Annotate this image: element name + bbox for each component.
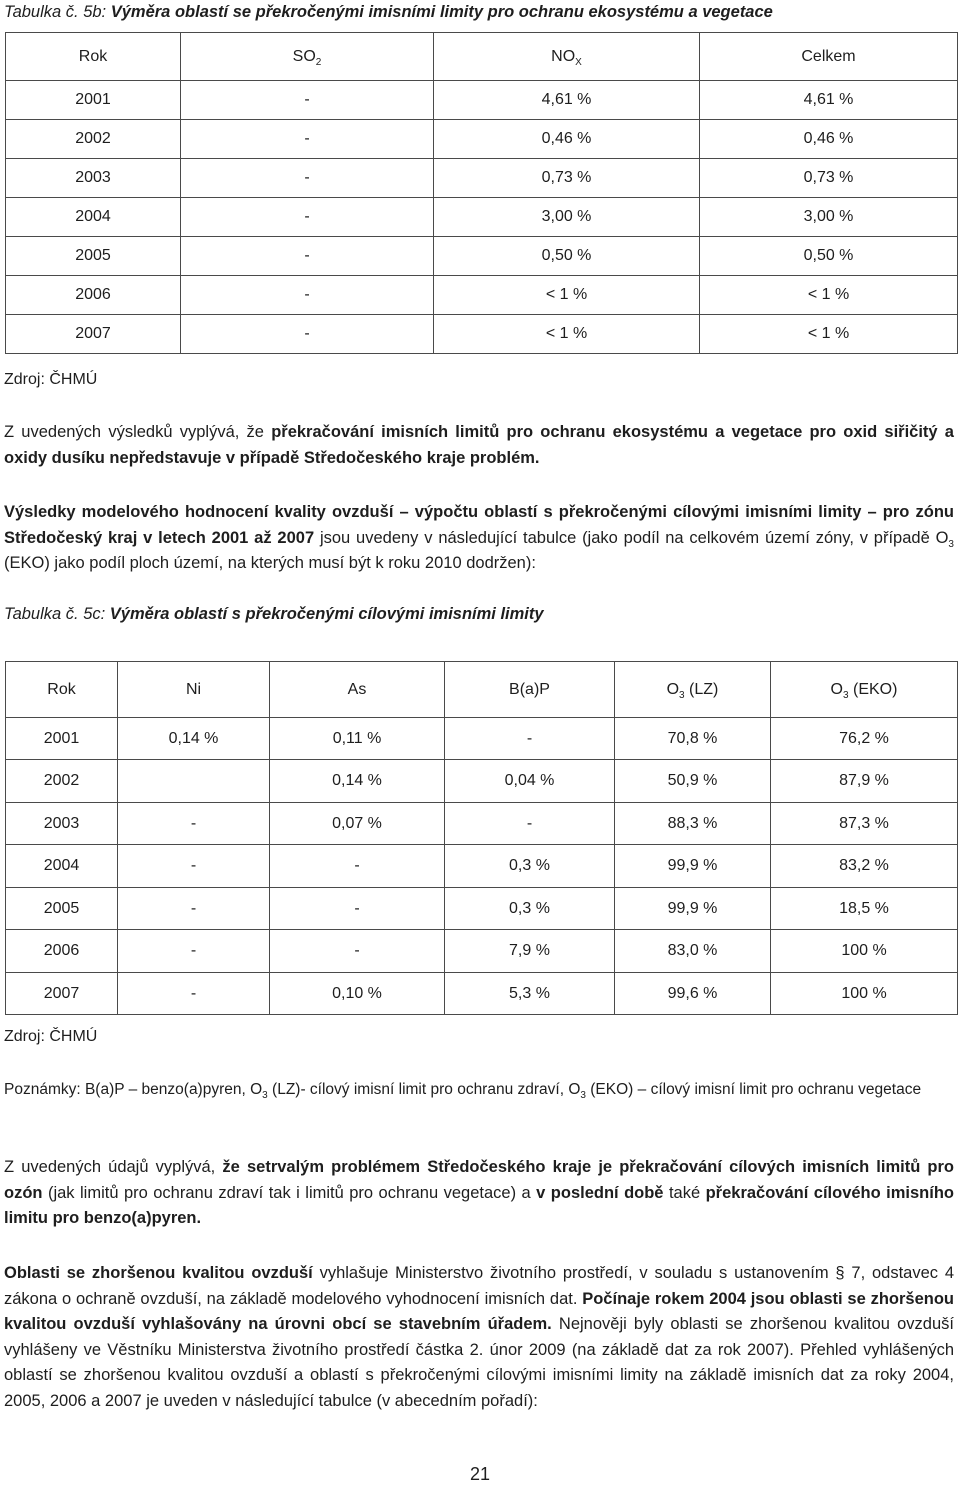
cell-celkem: 0,50 % xyxy=(700,237,958,276)
cell-ni: - xyxy=(118,930,270,973)
table-5b xyxy=(5,32,958,354)
cell-ni: - xyxy=(118,803,270,845)
cell-o3-lz: 50,9 % xyxy=(615,760,771,803)
cell-year: 2006 xyxy=(6,276,181,315)
cell-bap: 0,04 % xyxy=(445,760,615,803)
header-bap: B(a)P xyxy=(445,662,615,718)
cell-so2: - xyxy=(181,237,434,276)
cell-year: 2002 xyxy=(6,120,181,159)
table-5b-source: Zdroj: ČHMÚ xyxy=(4,371,98,388)
cell-bap: 0,3 % xyxy=(445,845,615,888)
header-o3-eko: $O_3$ (EKO) xyxy=(771,662,958,718)
table-row xyxy=(6,237,958,276)
table-row xyxy=(6,845,958,888)
cell-o3-eko: 87,9 % xyxy=(771,760,958,803)
cell-so2: - xyxy=(181,315,434,354)
cell-celkem: < 1 % xyxy=(700,315,958,354)
header-rok: Rok xyxy=(6,662,118,718)
cell-as: - xyxy=(270,930,445,973)
header-o3-lz: $O_3$ (LZ) xyxy=(615,662,771,718)
table-5c-notes: Poznámky: B(a)P – benzo(a)pyren, $O_3$ (LZ)- cílový imisní limit pro ochranu zdraví, $O_3$ (EKO) – cílový imisní limit pro ochranu vegetace xyxy=(4,1081,922,1101)
cell-as: 0,11 % xyxy=(270,718,445,760)
paragraph-ecosystem-conclusion: Z uvedených výsledků vyplývá, že překračování imisních limitů pro ochranu ekosystému a vegetace pro oxid siřičitý a oxidy dusíku nepředstavuje v případě Středočeského kraje problém. xyxy=(4,423,954,467)
table-row xyxy=(6,973,958,1015)
cell-year: 2007 xyxy=(6,315,181,354)
cell-celkem: 0,46 % xyxy=(700,120,958,159)
cell-bap: 7,9 % xyxy=(445,930,615,973)
cell-o3-lz: 70,8 % xyxy=(615,718,771,760)
table-row xyxy=(6,888,958,930)
table-row xyxy=(6,718,958,760)
cell-o3-lz: 83,0 % xyxy=(615,930,771,973)
cell-celkem: 3,00 % xyxy=(700,198,958,237)
table-5c-caption-prefix: Tabulka č. 5c: xyxy=(4,605,106,623)
cell-so2: - xyxy=(181,159,434,198)
cell-o3-eko: 87,3 % xyxy=(771,803,958,845)
header-rok: Rok xyxy=(6,33,181,81)
cell-o3-lz: 99,9 % xyxy=(615,845,771,888)
table-row xyxy=(6,276,958,315)
paragraph-declared-areas: Oblasti se zhoršenou kvalitou ovzduší vyhlašuje Ministerstvo životního prostředí, v souladu s ustanovením § 7, odstavec 4 zákona o ochraně ovzduší, na základě modelového vyhodnocení imisních dat. Počínaje rokem 2004 jsou oblasti se zhoršenou kvalitou ovzduší vyhlašovány na úrovni obcí se stavebním úřadem. Nejnověji byly oblasti se zhoršenou kvalitou ovzduší vyhlášeny ve Věstníku Ministerstva životního prostředí částka 2. únor 2009 (na základě dat za rok 2007). Přehled vyhlášených oblastí se zhoršenou kvalitou ovzduší a oblastí s překročenými cílovými imisními limity na základě imisních dat za roky 2004, 2005, 2006 a 2007 je uveden v následující tabulce (v abecedním pořadí): xyxy=(4,1264,955,1410)
cell-as: 0,10 % xyxy=(270,973,445,1015)
header-so2: $SO_2$ xyxy=(181,33,434,81)
cell-year: 2003 xyxy=(6,159,181,198)
cell-so2: - xyxy=(181,120,434,159)
cell-year: 2003 xyxy=(6,803,118,845)
cell-year: 2004 xyxy=(6,198,181,237)
cell-o3-eko: 76,2 % xyxy=(771,718,958,760)
cell-year: 2001 xyxy=(6,718,118,760)
table-5b-caption-title: Výměra oblastí se překročenými imisními limity pro ochranu ekosystému a vegetace xyxy=(110,3,773,21)
table-5b-caption xyxy=(4,3,773,22)
cell-nox: 0,50 % xyxy=(434,237,700,276)
header-ni: Ni xyxy=(118,662,270,718)
paragraph-model-assessment: Výsledky modelového hodnocení kvality ovzduší – výpočtu oblastí s překročenými cílovými imisními limity – pro zónu Středočeský kraj v letech 2001 až 2007 jsou uvedeny v následující tabulce (jako podíl na celkovém území zóny, v případě $O_3$ (EKO) jako podíl ploch území, na kterých musí být k roku 2010 dodržen): xyxy=(4,503,954,572)
header-nox: $NO_X$ xyxy=(434,33,700,81)
cell-as: - xyxy=(270,888,445,930)
header-as: As xyxy=(270,662,445,718)
table-row xyxy=(6,315,958,354)
cell-as: - xyxy=(270,845,445,888)
table-5b-header-row xyxy=(6,33,958,81)
cell-o3-eko: 83,2 % xyxy=(771,845,958,888)
table-5c-header-row xyxy=(6,662,958,718)
cell-nox: < 1 % xyxy=(434,315,700,354)
cell-nox: 4,61 % xyxy=(434,81,700,120)
page-number: 21 xyxy=(469,1464,491,1484)
cell-year: 2005 xyxy=(6,237,181,276)
cell-nox: 0,46 % xyxy=(434,120,700,159)
table-row xyxy=(6,159,958,198)
cell-o3-lz: 88,3 % xyxy=(615,803,771,845)
paragraph-ozone-conclusion: Z uvedených údajů vyplývá, že setrvalým problémem Středočeského kraje je překračování cílových imisních limitů pro ozón (jak limitů pro ochranu zdraví tak i limitů pro ochranu vegetace) a v poslední době také překračování cílového imisního limitu pro benzo(a)pyren. xyxy=(4,1158,955,1227)
cell-o3-eko: 100 % xyxy=(771,930,958,973)
cell-celkem: < 1 % xyxy=(700,276,958,315)
cell-year: 2002 xyxy=(6,760,118,803)
cell-so2: - xyxy=(181,81,434,120)
table-row xyxy=(6,803,958,845)
cell-ni: - xyxy=(118,845,270,888)
cell-ni: - xyxy=(118,973,270,1015)
table-row xyxy=(6,120,958,159)
cell-nox: 0,73 % xyxy=(434,159,700,198)
cell-year: 2006 xyxy=(6,930,118,973)
table-row xyxy=(6,930,958,973)
table-row xyxy=(6,760,958,803)
cell-ni: - xyxy=(118,888,270,930)
cell-celkem: 0,73 % xyxy=(700,159,958,198)
cell-o3-lz: 99,6 % xyxy=(615,973,771,1015)
cell-as: 0,14 % xyxy=(270,760,445,803)
cell-nox: < 1 % xyxy=(434,276,700,315)
cell-year: 2005 xyxy=(6,888,118,930)
table-5c xyxy=(5,661,958,1015)
cell-bap: 0,3 % xyxy=(445,888,615,930)
cell-nox: 3,00 % xyxy=(434,198,700,237)
cell-ni xyxy=(118,760,270,803)
table-5c-source: Zdroj: ČHMÚ xyxy=(4,1028,98,1045)
cell-bap: - xyxy=(445,803,615,845)
cell-so2: - xyxy=(181,276,434,315)
table-5c-caption xyxy=(4,605,544,624)
cell-o3-eko: 100 % xyxy=(771,973,958,1015)
cell-ni: 0,14 % xyxy=(118,718,270,760)
table-row xyxy=(6,81,958,120)
cell-year: 2007 xyxy=(6,973,118,1015)
table-5b-caption-prefix: Tabulka č. 5b: xyxy=(4,3,107,21)
header-celkem: Celkem xyxy=(700,33,958,81)
table-5c-caption-title: Výměra oblastí s překročenými cílovými imisními limity xyxy=(109,605,544,623)
cell-o3-eko: 18,5 % xyxy=(771,888,958,930)
cell-bap: 5,3 % xyxy=(445,973,615,1015)
cell-year: 2001 xyxy=(6,81,181,120)
cell-as: 0,07 % xyxy=(270,803,445,845)
cell-year: 2004 xyxy=(6,845,118,888)
cell-bap: - xyxy=(445,718,615,760)
cell-so2: - xyxy=(181,198,434,237)
cell-celkem: 4,61 % xyxy=(700,81,958,120)
table-row xyxy=(6,198,958,237)
cell-o3-lz: 99,9 % xyxy=(615,888,771,930)
